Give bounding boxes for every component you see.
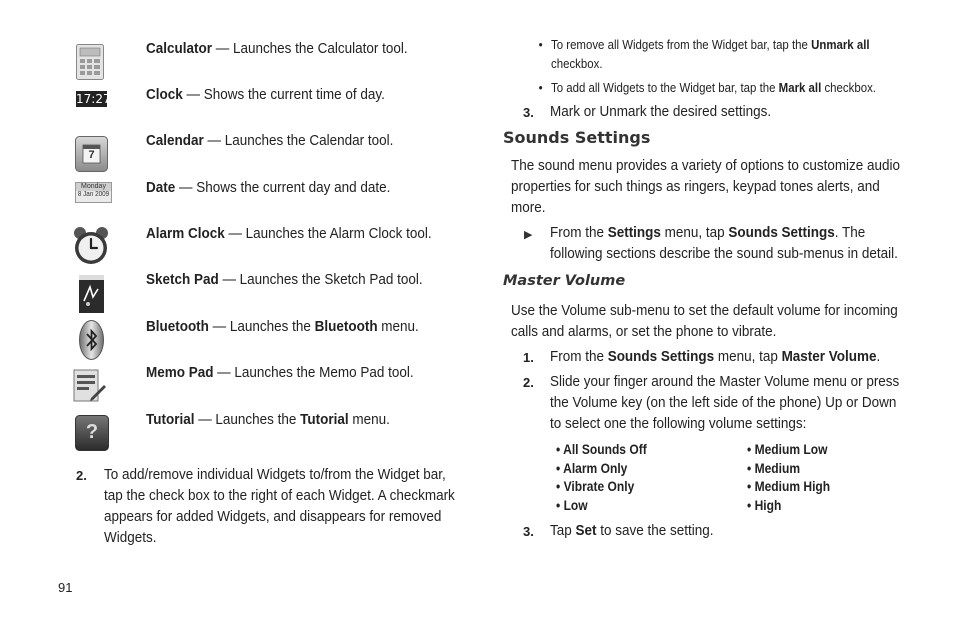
widget-description [146, 178, 390, 199]
volume-option-label: Alarm Only [563, 459, 628, 476]
calendar-icon [75, 136, 108, 172]
widget-description [146, 363, 414, 384]
bullet-dot: • [538, 80, 543, 95]
right-step2-number: 2. [523, 375, 534, 390]
widget-description [146, 410, 390, 431]
volume-option [747, 497, 830, 516]
bullet-dot: • [747, 478, 755, 495]
step-text: . [876, 349, 881, 365]
bullet-mark-all [538, 78, 876, 97]
widget-menu-name: Bluetooth [314, 319, 378, 335]
tutorial-mark: ? [85, 421, 99, 443]
widget-description [146, 224, 432, 245]
widget-separator: — [211, 41, 233, 57]
step-text: menu, tap [714, 349, 782, 365]
memo-pad-icon [73, 368, 107, 403]
master-volume-label: Master Volume [781, 349, 877, 365]
widget-separator: — [208, 319, 230, 335]
step-text-line2: following sections describe the sound sub-menus in detail. [550, 246, 898, 262]
calculator-icon [76, 44, 104, 80]
volume-options-col2 [747, 441, 844, 516]
page-number: 91 [58, 580, 73, 595]
volume-option-label: All Sounds Off [563, 441, 647, 457]
sounds-settings-label: Sounds Settings [607, 349, 715, 365]
widget-name: Calculator [146, 41, 212, 57]
bullet-unmark-all [538, 35, 870, 73]
bullet-dot: • [747, 441, 755, 457]
date-day: 8 Jan 2009 [77, 191, 110, 198]
right-step2-line: Slide your finger around the Master Volume menu or press [550, 374, 900, 390]
volume-option-label: Medium High [754, 478, 831, 495]
volume-option-label: Vibrate Only [563, 478, 635, 495]
widget-description [146, 131, 393, 152]
date-icon [75, 182, 112, 203]
master-intro-line: calls and alarms, or set the phone to vibrate. [511, 324, 777, 340]
bluetooth-icon [79, 320, 104, 360]
widget-desc: Launches the Calculator tool. [232, 41, 408, 57]
sounds-intro-line: properties for such things as ringers, keypad tones alerts, and [511, 179, 880, 195]
right-step3-text [550, 521, 713, 542]
sounds-settings-label: Sounds Settings [728, 225, 835, 241]
bullet-text: checkbox. [821, 80, 876, 95]
widget-name: Bluetooth [146, 319, 209, 335]
volume-option [747, 441, 830, 460]
step-text: . The [834, 225, 866, 241]
step-text: menu, tap [660, 225, 729, 241]
widget-separator: — [203, 133, 225, 149]
widget-separator: — [182, 87, 204, 103]
left-step2-line: tap the check box to the right of each Widget. A checkmark [104, 488, 455, 504]
tutorial-icon [75, 415, 109, 451]
unmark-all-label: Unmark all [811, 37, 870, 52]
master-intro [511, 301, 898, 343]
bullet-dot: • [747, 459, 755, 476]
widget-desc: Launches the [215, 412, 301, 428]
widget-desc: Launches the Calendar tool. [224, 133, 394, 149]
step-text: From the [550, 349, 608, 365]
step-text: to save the setting. [596, 523, 714, 539]
volume-option [556, 460, 647, 479]
left-step2-line: To add/remove individual Widgets to/from the Widget bar, [104, 467, 446, 483]
bullet-text: To add all Widgets to the Widget bar, tap the [551, 80, 779, 95]
bullet-text-line2: checkbox. [551, 56, 603, 71]
volume-options-col1 [556, 441, 662, 516]
arrow-icon: ▶ [524, 229, 533, 241]
master-volume-heading: Master Volume [503, 273, 626, 289]
widget-name: Memo Pad [146, 365, 214, 381]
widget-name: Alarm Clock [146, 226, 225, 242]
left-step2-line: appears for added Widgets, and disappears for removed [104, 509, 442, 525]
right-step3a-number: 3. [523, 105, 534, 120]
widget-desc-tail: menu. [377, 319, 419, 335]
volume-option-label: Medium [754, 459, 801, 476]
right-step3a-text: Mark or Unmark the desired settings. [550, 104, 772, 120]
right-step2-text [550, 372, 899, 435]
widget-desc: Launches the Sketch Pad tool. [239, 272, 423, 288]
widget-desc: Shows the current time of day. [203, 87, 385, 103]
left-step2-line: Widgets. [104, 530, 157, 546]
widget-separator: — [218, 272, 240, 288]
volume-option [556, 497, 647, 516]
widget-name: Clock [146, 87, 183, 103]
bullet-dot: • [556, 441, 564, 457]
mark-all-label: Mark all [778, 80, 822, 95]
clock-icon [76, 91, 111, 107]
step-text: From the [550, 225, 608, 241]
sounds-intro-line: The sound menu provides a variety of options to customize audio [511, 158, 901, 174]
widget-description [146, 39, 408, 60]
volume-option-label: Low [563, 497, 588, 514]
widget-menu-name: Tutorial [300, 412, 349, 428]
volume-option [747, 460, 830, 479]
clock-time: 17:27 [76, 92, 111, 106]
widget-desc: Launches the [229, 319, 315, 335]
set-label: Set [575, 523, 597, 539]
right-step3-number: 3. [523, 524, 534, 539]
sounds-intro [511, 156, 900, 219]
widget-separator: — [224, 226, 246, 242]
bullet-dot: • [556, 478, 564, 495]
widget-name: Tutorial [146, 412, 195, 428]
date-weekday: Monday [76, 183, 111, 191]
widget-desc: Shows the current day and date. [196, 180, 391, 196]
widget-desc-tail: menu. [348, 412, 390, 428]
volume-option [556, 478, 647, 497]
widget-separator: — [194, 412, 216, 428]
left-step2-number: 2. [76, 468, 87, 483]
left-step2-text [104, 465, 455, 549]
widget-description [146, 317, 419, 338]
sketch-pad-icon [79, 275, 104, 313]
volume-option [556, 441, 647, 460]
sounds-settings-heading: Sounds Settings [503, 128, 651, 147]
widget-separator: — [213, 365, 235, 381]
bullet-text: To remove all Widgets from the Widget bar, tap the [551, 37, 812, 52]
bullet-dot: • [747, 497, 755, 514]
from-settings-step [550, 223, 898, 265]
widget-name: Date [146, 180, 176, 196]
bullet-dot: • [556, 497, 564, 514]
right-step1-number: 1. [523, 350, 534, 365]
right-step1-text [550, 347, 880, 368]
widget-separator: — [175, 180, 197, 196]
calendar-day: 7 [88, 149, 95, 161]
sounds-intro-line: more. [511, 200, 546, 216]
bullet-dot: • [538, 37, 543, 52]
widget-name: Calendar [146, 133, 204, 149]
alarm-clock-icon [72, 226, 110, 266]
widget-desc: Launches the Memo Pad tool. [234, 365, 414, 381]
right-step2-line: to select one the following volume settings: [550, 416, 807, 432]
widget-description [146, 270, 423, 291]
step-text: Tap [550, 523, 576, 539]
widget-name: Sketch Pad [146, 272, 219, 288]
master-intro-line: Use the Volume sub-menu to set the default volume for incoming [511, 303, 898, 319]
right-step2-line: the Volume key (on the left side of the phone) Up or Down [550, 395, 897, 411]
widget-description [146, 85, 385, 106]
widget-desc: Launches the Alarm Clock tool. [245, 226, 432, 242]
volume-option-label: High [754, 497, 782, 514]
volume-option [747, 478, 830, 497]
volume-option-label: Medium Low [754, 441, 828, 457]
bullet-dot: • [556, 459, 564, 476]
settings-label: Settings [607, 225, 661, 241]
